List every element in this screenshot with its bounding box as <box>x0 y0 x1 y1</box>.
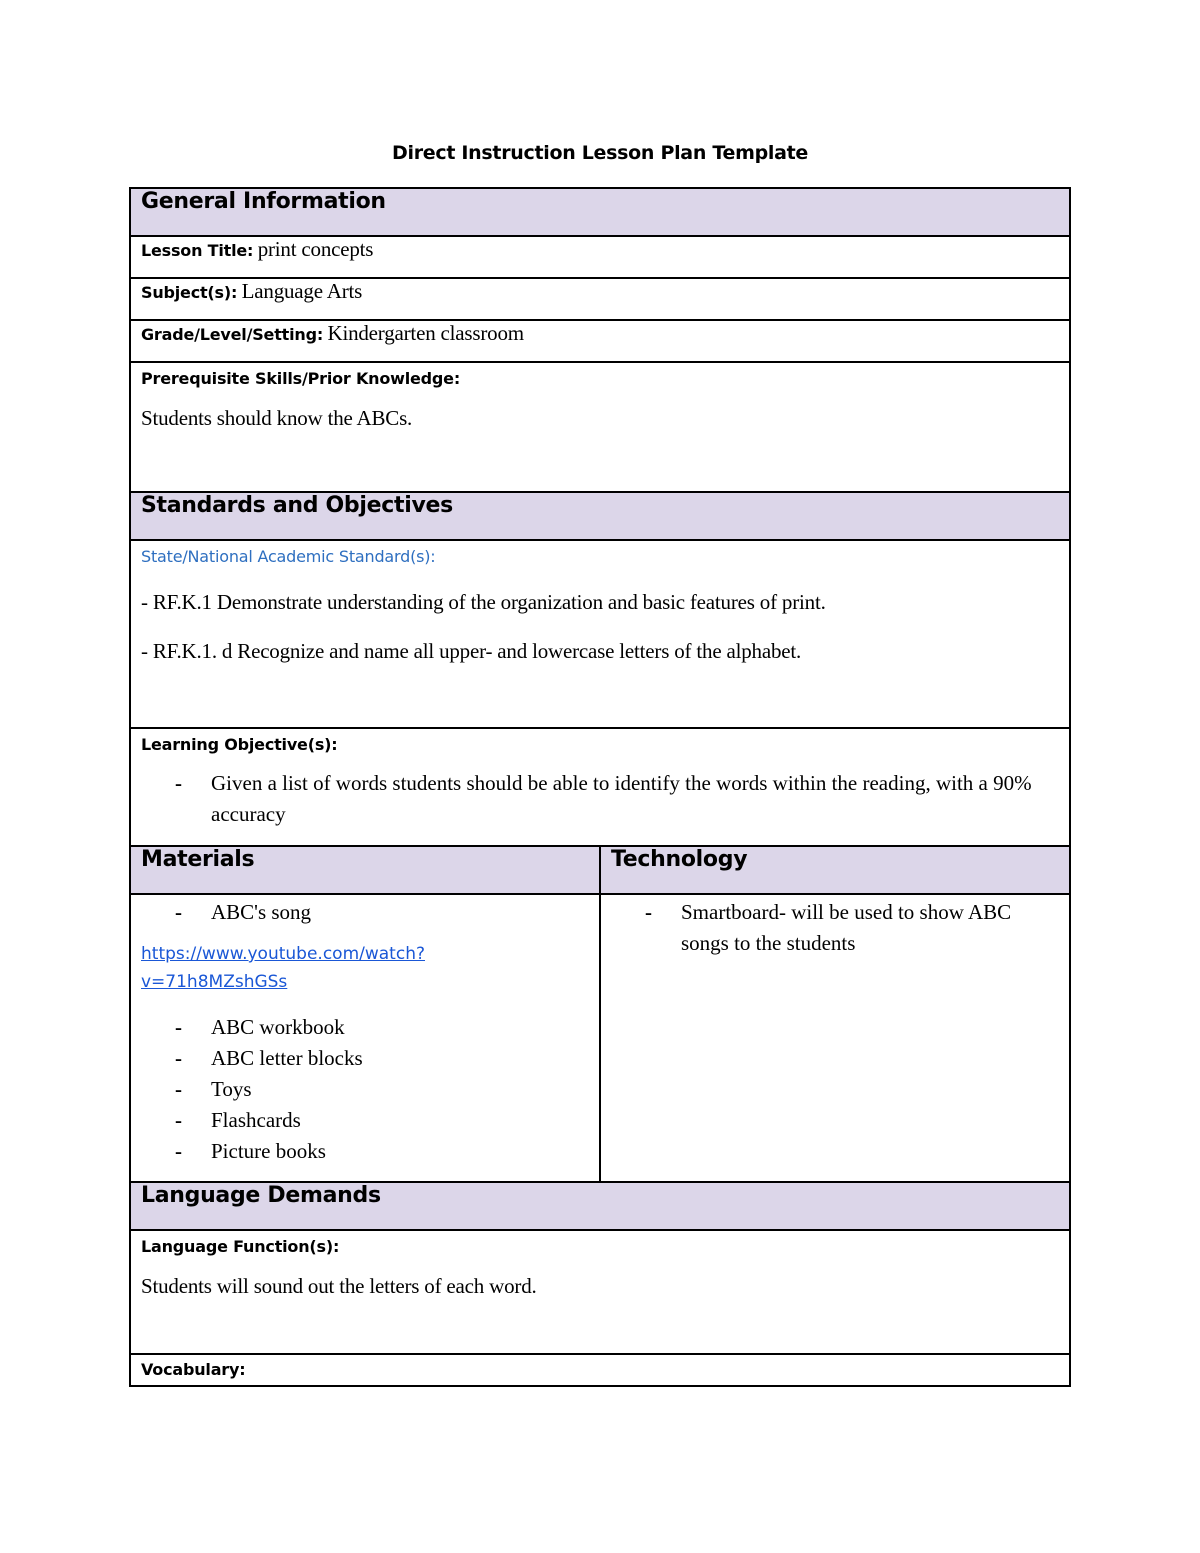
technology-cell <box>600 894 1070 1182</box>
lesson-title-label: Lesson Title: <box>141 241 254 260</box>
list-item: - Picture books <box>175 1139 326 1163</box>
materials-list <box>141 1012 589 1167</box>
standards-label: State/National Academic Standard(s): <box>141 547 436 566</box>
list-item: - ABC's song <box>175 900 312 924</box>
list-item: - Flashcards <box>175 1108 301 1132</box>
vocabulary-row <box>130 1354 1070 1386</box>
technology-list <box>611 897 1059 959</box>
subjects-row <box>130 278 1070 320</box>
prereq-label: Prerequisite Skills/Prior Knowledge: <box>141 369 461 388</box>
language-function-label: Language Function(s): <box>141 1237 340 1256</box>
materials-cell <box>130 894 600 1182</box>
link-line[interactable]: https://www.youtube.com/watch? <box>141 944 425 964</box>
objectives-list <box>141 768 1059 830</box>
section-heading-general: General Information <box>130 188 1070 236</box>
lesson-title-value: print concepts <box>257 237 374 261</box>
language-function-row <box>130 1230 1070 1354</box>
list-item: - Smartboard- will be used to show ABC songs to the students <box>645 900 1012 955</box>
list-item: - ABC letter blocks <box>175 1046 363 1070</box>
youtube-link[interactable] <box>141 940 589 996</box>
subjects-value: Language Arts <box>241 279 363 303</box>
standard-item: - RF.K.1 Demonstrate understanding of the organization and basic features of print. <box>141 590 826 614</box>
section-heading-standards: Standards and Objectives <box>130 492 1070 540</box>
lesson-title-row <box>130 236 1070 278</box>
list-item: - Toys <box>175 1077 252 1101</box>
language-function-value: Students will sound out the letters of each word. <box>141 1274 537 1298</box>
vocabulary-label: Vocabulary: <box>141 1360 246 1379</box>
section-heading-language: Language Demands <box>130 1182 1070 1230</box>
standards-row <box>130 540 1070 728</box>
prereq-row <box>130 362 1070 492</box>
document-title: Direct Instruction Lesson Plan Template <box>392 142 808 164</box>
grade-label: Grade/Level/Setting: <box>141 325 324 344</box>
grade-value: Kindergarten classroom <box>327 321 524 345</box>
standard-item: - RF.K.1. d Recognize and name all upper- and lowercase letters of the alphabet. <box>141 639 802 663</box>
grade-row <box>130 320 1070 362</box>
prereq-value: Students should know the ABCs. <box>141 406 413 430</box>
link-line[interactable]: v=71h8MZshGSs <box>141 972 288 992</box>
materials-list <box>141 897 589 928</box>
lesson-plan-table <box>129 187 1071 1387</box>
objectives-label: Learning Objective(s): <box>141 735 338 754</box>
objectives-row <box>130 728 1070 846</box>
section-heading-materials: Materials <box>130 846 600 894</box>
subjects-label: Subject(s): <box>141 283 238 302</box>
section-heading-technology: Technology <box>600 846 1070 894</box>
list-item: - ABC workbook <box>175 1015 345 1039</box>
list-item: - Given a list of words students should be able to identify the words within the reading, with a 90% accuracy <box>175 771 1032 826</box>
